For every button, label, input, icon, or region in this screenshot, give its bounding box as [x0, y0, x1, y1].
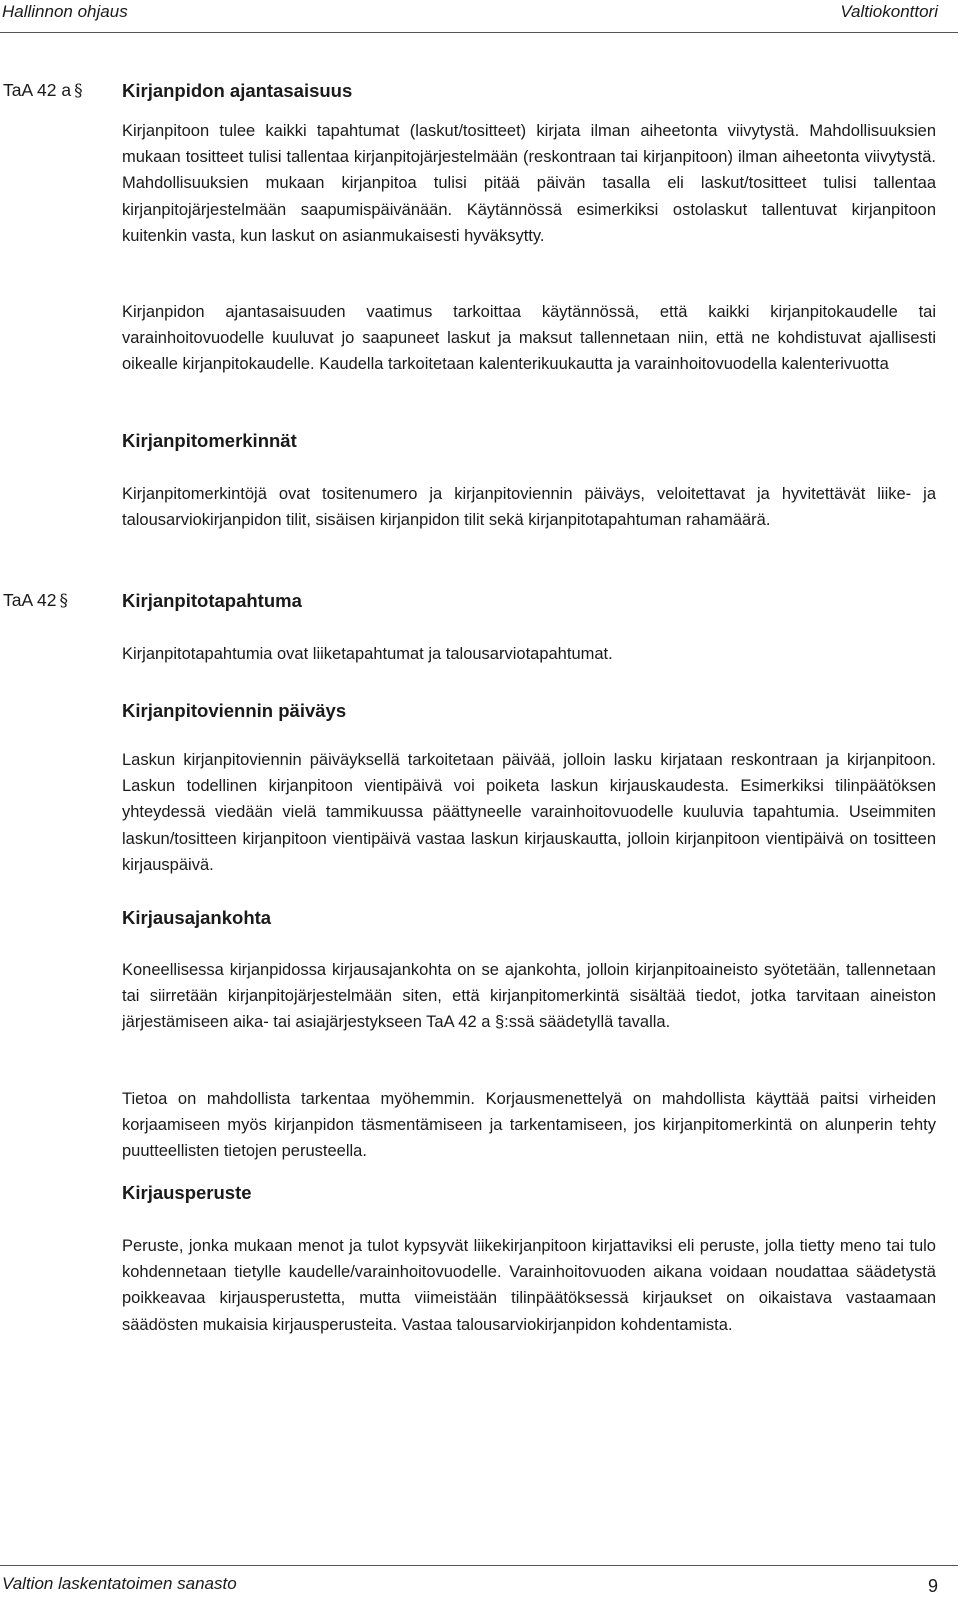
header-rule [0, 32, 958, 33]
paragraph-paivays: Laskun kirjanpitoviennin päiväyksellä tarkoitetaan päivää, jolloin lasku kirjataan reskontraan ja kirjanpitoon. Laskun todellinen kirjanpitoon vientipäivä voi poiketa laskun kirjauskaudesta. Esimerkiksi tilinpäätöksen yhteydessä viedään vielä tammikuussa päättyneelle varainhoitovuodelle kuuluvia tapahtumia. Useimmiten laskun/tositteen kirjanpitoon vientipäivä vastaa laskun kirjauskautta, jolloin kirjanpitoon vientipäivä on tositteen kirjauspäivä. [122, 751, 936, 874]
page-number: 9 [927, 1576, 938, 1596]
page-header [0, 0, 960, 32]
paragraph-ajantasaisuus-2: Kirjanpidon ajantasaisuuden vaatimus tarkoittaa käytännössä, että kaikki kirjanpitokaudelle tai varainhoitovuodelle kuuluvat jo saapuneet laskut ja maksut tallennetaan niin, että ne kohdistuvat ajallisesti oikealle kirjanpitokaudelle. Kaudella tarkoitetaan kalenterikuukautta ja varainhoitovuodella kalenterivuotta [122, 303, 936, 374]
section-tag-42a [3, 80, 83, 101]
footer-title: Valtion laskentatoimen sanasto [2, 1574, 237, 1593]
paragraph-ajantasaisuus-1: Kirjanpitoon tulee kaikki tapahtumat (laskut/tositteet) kirjata ilman aiheetonta viivytystä. Mahdollisuuksien mukaan tositteet tulisi tallentaa kirjanpitojärjestelmään (reskontraan tai kirjanpitoon) ilman aiheetonta viivytystä. Mahdollisuuksien mukaan kirjanpitoa tulisi pitää päivän tasalla eli laskut/tositteet tulisi tallentaa kirjanpitojärjestelmään saapumispäivänään. Käytännössä esimerkiksi ostolaskut tallentuvat kirjanpitoon kuitenkin vasta, kun laskut on asianmukaisesti hyväksytty. [122, 122, 936, 245]
section-tag-42 [3, 590, 68, 611]
footer-rule [0, 1565, 958, 1566]
heading-ajantasaisuus: Kirjanpidon ajantasaisuus [122, 80, 353, 101]
paragraph-kirjausajankohta-2: Tietoa on mahdollista tarkentaa myöhemmin. Korjausmenettelyä on mahdollista käyttää paitsi virheiden korjaamiseen myös kirjanpidon täsmentämiseen ja tarkentamiseen, jos kirjanpitomerkintä on alunperin tehty puutteellisten tietojen perusteella. [122, 1090, 936, 1161]
heading-kirjanpitomerkinnat: Kirjanpitomerkinnät [122, 430, 297, 451]
heading-kirjausperuste: Kirjausperuste [122, 1182, 252, 1203]
paragraph-kirjausajankohta-1: Koneellisessa kirjanpidossa kirjausajankohta on se ajankohta, jolloin kirjanpitoaineisto syötetään, tallennetaan tai siirretään kirjanpitojärjestelmään siten, että kirjanpitomerkintä sisältää tiedot, jotka tarvitaan aineiston järjestämiseen aika- tai asiajärjestykseen TaA 42 a §:ssä säädetyllä tavalla. [122, 961, 936, 1032]
section-tag-label: TaA 42 [3, 590, 57, 610]
heading-paivays: Kirjanpitoviennin päiväys [122, 700, 347, 721]
header-left-title: Hallinnon ohjaus [2, 2, 128, 21]
paragraph-kirjausperuste: Peruste, jonka mukaan menot ja tulot kypsyvät liikekirjanpitoon kirjattaviksi eli peruste, jolla tietty meno tai tulo kohdennetaan tietylle kaudelle/varainhoitovuodelle. Varainhoitovuoden aikana voidaan noudattaa säädetystä poikkeavaa kirjausperustetta, mutta viimeistään tilinpäätöksessä kirjaukset on oikaistava vastaamaan säädösten mukaisia kirjausperusteita. Vastaa talousarviokirjanpidon kohdentamista. [122, 1237, 936, 1334]
heading-kirjanpitotapahtuma: Kirjanpitotapahtuma [122, 590, 302, 611]
heading-kirjausajankohta: Kirjausajankohta [122, 907, 272, 928]
section-sign: § [74, 81, 83, 101]
section-tag-label: TaA 42 a [3, 80, 72, 100]
header-right-title: Valtiokonttori [840, 2, 938, 21]
section-sign: § [59, 591, 69, 611]
paragraph-kirjanpitomerkinnat: Kirjanpitomerkintöjä ovat tositenumero ja kirjanpitoviennin päiväys, veloitettavat ja hyvitettävät liike- ja talousarviokirjanpidon tilit, sisäisen kirjanpidon tilit sekä kirjanpitotapahtuman rahamäärä. [122, 485, 936, 530]
paragraph-kirjanpitotapahtuma: Kirjanpitotapahtumia ovat liiketapahtumat ja talousarviotapahtumat. [122, 645, 613, 663]
